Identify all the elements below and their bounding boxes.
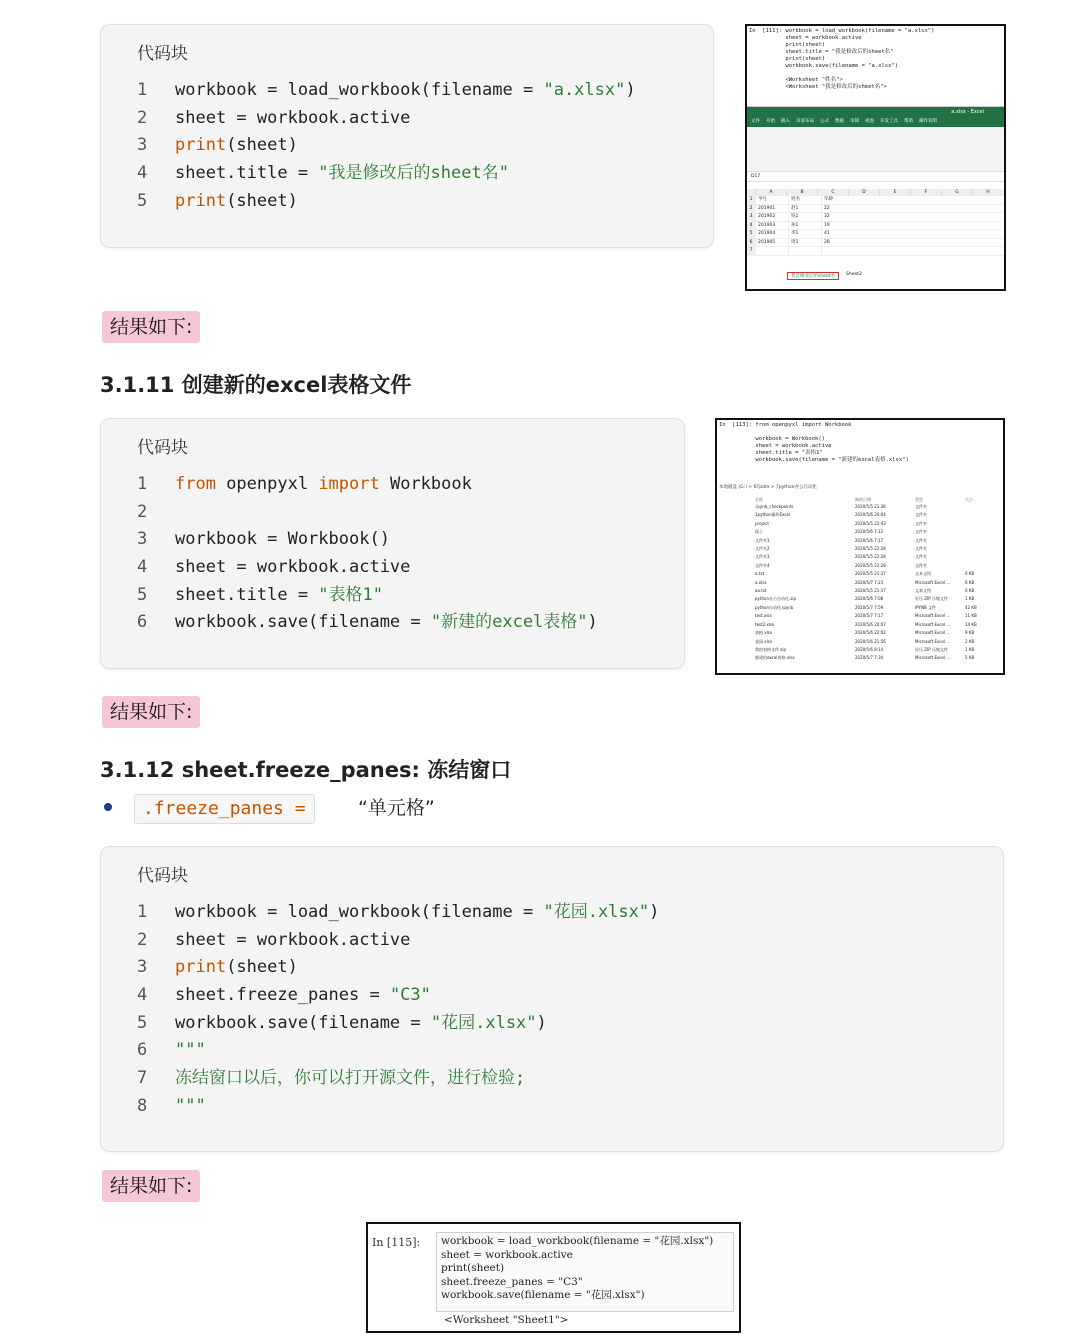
file-cell: 2020/5/7 7:59	[855, 604, 884, 610]
file-cell: 2020/5/6 22:02	[855, 630, 886, 636]
file-cell: 文件夹	[915, 537, 927, 543]
file-cell: 2020/5/5 22:28	[855, 562, 886, 568]
file-cell: 0 KB	[965, 571, 975, 577]
file-cell: 文件夹4	[755, 562, 770, 568]
file-cell	[965, 537, 995, 545]
bullet-text: “单元格”	[358, 797, 435, 819]
code-token: Workbook	[379, 474, 472, 494]
column-header: C	[817, 189, 848, 196]
excel-menu-item: 开始	[766, 119, 775, 124]
file-cell: 5 KB	[965, 655, 975, 661]
code-token: print	[175, 957, 227, 978]
sheet-cell: 28	[821, 239, 854, 247]
file-row[interactable]	[755, 503, 999, 511]
line-number: 5	[137, 1012, 148, 1033]
excel-menu-item: 开发工具	[880, 119, 898, 124]
code-lines	[137, 899, 659, 1121]
sheet-cell: 32	[821, 213, 854, 221]
file-cell: 文本文档	[915, 571, 931, 577]
code-token: sheet.freeze_panes =	[175, 985, 390, 1006]
file-row[interactable]	[755, 612, 999, 620]
file-cell: Microsoft Excel ...	[915, 621, 951, 627]
code-token: "a.xlsx"	[543, 80, 626, 100]
code-token: sheet.title =	[175, 584, 319, 605]
column-header: H	[972, 189, 1003, 196]
sheet-tabs	[787, 272, 865, 280]
file-cell: 2020/5/5 21:37	[855, 571, 886, 577]
file-cell: 9 KB	[965, 630, 975, 636]
code-token: workbook = load_workbook(filename =	[175, 80, 544, 100]
code-token: 冻结窗口以后，你可以打开源文件，进行检验;	[175, 1068, 526, 1089]
file-cell: 2020/5/6 20:07	[855, 621, 886, 627]
code-token: openpyxl	[215, 474, 319, 494]
sheet-row	[747, 196, 1004, 205]
code-token: sheet = workbook.active	[175, 929, 411, 950]
sheet-tab[interactable]: Sheet2	[846, 272, 862, 277]
line-number: 4	[137, 557, 148, 578]
sheet-cell: 周1	[788, 239, 821, 247]
sheet-tab[interactable]: 我是修改后的sheet名	[787, 272, 839, 280]
sheet-cell: 李1	[788, 230, 821, 238]
code-line	[137, 105, 636, 133]
file-cell: 文件夹	[915, 546, 927, 552]
sheet-cell: 201902	[755, 213, 788, 221]
code-token: """	[175, 1040, 206, 1061]
file-cell	[965, 562, 995, 570]
file-row[interactable]	[755, 545, 999, 553]
column-header: D	[848, 189, 879, 196]
file-cell: 1python操作Excel	[755, 512, 791, 518]
file-cell: 1 KB	[965, 646, 975, 652]
file-cell: 2020/5/7 7:17	[855, 613, 884, 619]
file-row[interactable]	[755, 621, 999, 629]
file-row[interactable]	[755, 587, 999, 595]
code-token: workbook = load_workbook(filename =	[175, 902, 544, 922]
code-line	[137, 1065, 659, 1093]
file-cell	[965, 520, 995, 528]
formula-bar: D17	[747, 172, 1004, 182]
file-row[interactable]	[755, 579, 999, 587]
file-cell: 2020/5/5 21:37	[855, 588, 886, 594]
code-line	[137, 927, 659, 955]
line-number: 7	[137, 1068, 148, 1089]
excel-menu-item: 视图	[865, 119, 874, 124]
code-token: """	[175, 1095, 206, 1116]
file-cell: 好压 ZIP 压缩文件	[915, 596, 948, 602]
sheet-cell: 201904	[755, 230, 788, 238]
code-block-1	[100, 24, 714, 248]
excel-title: a.xlsx - Excel	[951, 109, 984, 115]
row-number: 1	[747, 196, 755, 204]
line-number: 2	[137, 929, 148, 950]
file-cell: 2020/5/6 7:17	[855, 537, 884, 543]
code-line	[137, 554, 598, 582]
code-token: workbook.save(filename =	[175, 612, 431, 633]
line-number: 4	[137, 163, 148, 184]
sheet-cell: 41	[821, 230, 854, 238]
explorer-header-row	[755, 496, 999, 503]
line-number: 3	[137, 529, 148, 550]
file-cell: 2020/5/5 22:28	[855, 546, 886, 552]
result-label: 结果如下:	[102, 311, 200, 343]
code-token: sheet.title =	[175, 163, 319, 184]
file-cell: 文件夹1	[755, 537, 770, 543]
code-line	[137, 1010, 659, 1038]
code-lines	[137, 471, 598, 637]
code-block-2	[100, 418, 685, 669]
file-cell: 文件夹2	[755, 546, 770, 552]
code-token: (sheet)	[226, 135, 298, 156]
code-line	[137, 982, 659, 1010]
file-cell: 2020/5/7 7:23	[855, 579, 884, 585]
file-cell: 我的表格文件.zip	[755, 646, 787, 652]
file-cell: 文件夹	[915, 562, 927, 568]
result-label: 结果如下:	[102, 1170, 200, 1202]
file-cell: .ipynb_checkpoints	[755, 504, 794, 509]
excel-menu	[747, 117, 1004, 127]
sheet-cell: 孙1	[788, 222, 821, 230]
code-line	[137, 499, 598, 527]
code-token: sheet = workbook.active	[175, 107, 411, 128]
column-header: E	[879, 189, 910, 196]
file-row[interactable]	[755, 604, 999, 612]
file-row[interactable]	[755, 595, 999, 603]
file-cell: 2 KB	[965, 638, 975, 644]
explorer-list	[755, 496, 999, 663]
inline-code: .freeze_panes =	[134, 794, 315, 824]
code-token: (sheet)	[226, 957, 298, 978]
code-line	[137, 609, 598, 637]
file-cell: 文件夹3	[755, 554, 770, 560]
code-token: "花园.xlsx"	[430, 1012, 537, 1033]
file-cell: 文件夹	[915, 529, 927, 535]
sheet-row	[747, 239, 1004, 248]
code-line	[137, 160, 636, 188]
excel-menu-item: 审阅	[850, 119, 859, 124]
sheet-cell	[788, 247, 821, 255]
row-number: 3	[747, 213, 755, 221]
sheet-cell	[821, 247, 854, 255]
file-cell: Microsoft Excel ...	[915, 630, 951, 636]
file-cell: 2020/5/6 21:56	[855, 638, 886, 644]
excel-menu-item: 插入	[781, 119, 790, 124]
sheet-row	[747, 222, 1004, 231]
sheet-cell: 19	[821, 222, 854, 230]
excel-ribbon	[747, 127, 1004, 172]
code-token: "表格1"	[318, 584, 384, 605]
file-explorer-screenshot	[715, 418, 1005, 675]
code-line	[137, 132, 636, 160]
code-token: from	[175, 474, 216, 494]
file-row[interactable]	[755, 553, 999, 561]
column-header-row	[747, 189, 1004, 196]
sheet-cell: 姓名	[788, 196, 821, 204]
jupyter-code: In [113]: from openpyxl import Workbook workbook = Workbook() sheet = workbook.active sheet.title = "表格1" workbook.save(filename = "新建的excel表格.xlsx")	[719, 422, 909, 463]
row-number: 5	[747, 230, 755, 238]
result-label: 结果如下:	[102, 696, 200, 728]
code-token: (sheet)	[226, 190, 298, 211]
explorer-header[interactable]: 类型	[915, 497, 923, 502]
line-number: 6	[137, 1040, 148, 1061]
file-row[interactable]	[755, 629, 999, 637]
file-row[interactable]	[755, 511, 999, 519]
code-token: print	[175, 190, 227, 211]
file-cell: 1 KB	[965, 596, 975, 602]
file-cell: test.xlsx	[755, 613, 772, 619]
cell-input	[436, 1232, 734, 1312]
line-number: 2	[137, 107, 148, 128]
line-number: 1	[137, 902, 148, 922]
file-cell	[965, 545, 995, 553]
column-header: B	[786, 189, 817, 196]
jupyter-code: In [111]: workbook = load_workbook(filename = "a.xlsx") sheet = workbook.active print(sheet) sheet.title = "我是修改后的sheet名" print(sheet) workbook.save(filename = "a.xlsx") <Worksheet "姓名"> <Worksheet "我是修改后的sheet名">	[749, 28, 935, 90]
line-number: 3	[137, 957, 148, 978]
code-token: )	[649, 902, 660, 922]
line-number: 6	[137, 612, 148, 633]
excel-titlebar	[747, 107, 1004, 117]
code-token: )	[536, 1012, 547, 1033]
code-line	[137, 471, 598, 499]
jupyter-cell-screenshot	[366, 1222, 741, 1333]
file-cell: python自动化.ipynb	[755, 604, 794, 610]
code-block-title: 代码块	[137, 438, 188, 458]
code-block-title: 代码块	[137, 44, 188, 64]
sheet-row	[747, 213, 1004, 222]
code-token: "我是修改后的sheet名"	[318, 163, 509, 184]
file-row[interactable]	[755, 570, 999, 578]
file-cell: 2020/5/6 8:14	[855, 646, 884, 652]
file-cell: python办公自动化.zip	[755, 596, 797, 602]
file-cell: 表格.xlsx	[755, 630, 773, 636]
file-cell	[965, 511, 995, 519]
cell-output: <Worksheet "Sheet1">	[444, 1314, 569, 1326]
file-cell: 文件夹	[915, 512, 927, 518]
file-cell: 14 KB	[965, 621, 977, 627]
file-row[interactable]	[755, 646, 999, 654]
file-cell	[965, 528, 995, 536]
code-token: workbook = Workbook()	[175, 529, 390, 550]
sheet-row	[747, 247, 1004, 256]
section-heading-3-1-11: 3.1.11 创建新的excel表格文件	[100, 373, 412, 397]
line-number: 1	[137, 474, 148, 494]
explorer-header[interactable]: 名称	[755, 497, 763, 502]
file-cell	[965, 553, 995, 561]
file-cell: 2020/5/5 22:43	[855, 520, 886, 526]
file-cell: 2020/5/6 20:04	[855, 512, 886, 518]
sheet-row	[747, 230, 1004, 239]
file-cell: 文件夹	[915, 554, 927, 560]
code-token: "新建的excel表格"	[430, 612, 588, 633]
file-row[interactable]	[755, 520, 999, 528]
code-token: import	[318, 474, 380, 494]
line-number: 2	[137, 501, 148, 522]
line-number: 5	[137, 584, 148, 605]
excel-window	[747, 106, 1004, 290]
file-cell: 好压 ZIP 压缩文件	[915, 646, 948, 652]
file-row[interactable]	[755, 654, 999, 662]
explorer-header[interactable]: 修改日期	[855, 497, 871, 502]
code-token: "C3"	[389, 985, 431, 1006]
sheet-cell: 钱1	[788, 213, 821, 221]
sheet-cell: 学号	[755, 196, 788, 204]
file-cell: 11 KB	[965, 613, 977, 619]
file-cell: 2020/5/6 7:12	[855, 529, 884, 535]
code-line	[137, 899, 659, 927]
column-header: A	[755, 189, 786, 196]
line-number: 3	[137, 135, 148, 156]
sheet-cell	[755, 247, 788, 255]
file-cell: 2020/5/6 7:08	[855, 596, 884, 602]
jupyter-excel-screenshot	[745, 24, 1006, 291]
excel-menu-item: 页面布局	[796, 119, 814, 124]
code-line	[137, 188, 636, 216]
line-number: 1	[137, 80, 148, 100]
row-number: 4	[747, 222, 755, 230]
bullet-icon	[104, 803, 112, 811]
code-line	[137, 582, 598, 610]
excel-menu-item: 帮助	[904, 119, 913, 124]
file-cell: 2020/5/5 22:28	[855, 554, 886, 560]
excel-menu-item: 数据	[835, 119, 844, 124]
code-token: sheet = workbook.active	[175, 557, 411, 578]
file-cell: 文件夹	[915, 504, 927, 509]
file-cell: test2.xlsx	[755, 621, 775, 627]
code-block-title: 代码块	[137, 866, 188, 886]
file-cell: 6 KB	[965, 579, 975, 585]
column-header: F	[910, 189, 941, 196]
excel-menu-item: 公式	[820, 119, 829, 124]
code-line	[137, 77, 636, 105]
file-cell: 2020/5/5 21:36	[855, 504, 886, 509]
file-row[interactable]	[755, 528, 999, 536]
file-cell: Microsoft Excel ...	[915, 613, 951, 619]
file-cell: project	[755, 520, 769, 526]
code-block-3	[100, 846, 1004, 1152]
code-line	[137, 954, 659, 982]
column-header: G	[941, 189, 972, 196]
line-number: 8	[137, 1095, 148, 1116]
explorer-header[interactable]: 大小	[965, 497, 973, 502]
sheet-grid	[747, 189, 1004, 256]
code-token: )	[587, 612, 598, 633]
file-cell: 0 KB	[965, 588, 975, 594]
file-cell: a.txt	[755, 571, 765, 577]
row-number: 7	[747, 247, 755, 255]
section-heading-3-1-12: 3.1.12 sheet.freeze_panes: 冻结窗口	[100, 758, 512, 782]
code-line	[137, 1037, 659, 1065]
file-cell: 2020/5/7 7:34	[855, 655, 884, 661]
file-cell: 筷子	[755, 529, 763, 535]
sheet-cell: 201903	[755, 222, 788, 230]
excel-menu-item: 操作说明	[919, 119, 937, 124]
file-cell: 文本文档	[915, 588, 931, 594]
file-cell: Microsoft Excel ...	[915, 655, 951, 661]
line-number: 4	[137, 985, 148, 1006]
row-number: 6	[747, 239, 755, 247]
sheet-cell: 年龄	[821, 196, 854, 204]
code-line	[137, 1093, 659, 1121]
file-row[interactable]	[755, 537, 999, 545]
sheet-cell: 22	[821, 205, 854, 213]
file-cell: IPYNB 文件	[915, 604, 936, 610]
explorer-path: 本地磁盘 (G:) > 6Tpdm > 7python办公自动化	[719, 485, 818, 490]
file-row[interactable]	[755, 562, 999, 570]
sheet-row	[747, 205, 1004, 214]
file-cell: a.xlsx	[755, 579, 767, 585]
cell-prompt: In [115]:	[372, 1236, 421, 1249]
code-token: workbook.save(filename =	[175, 1012, 431, 1033]
code-token: "花园.xlsx"	[543, 902, 650, 922]
excel-menu-item: 文件	[751, 119, 760, 124]
line-number: 5	[137, 190, 148, 211]
code-token: print	[175, 135, 227, 156]
sheet-cell: 赵1	[788, 205, 821, 213]
code-lines	[137, 77, 636, 215]
file-cell	[965, 503, 995, 511]
sheet-cell: 201901	[755, 205, 788, 213]
sheet-cell: 201905	[755, 239, 788, 247]
file-cell: 文件夹	[915, 520, 927, 526]
file-cell: aa.txt	[755, 588, 767, 594]
code-line	[137, 526, 598, 554]
file-cell: 42 KB	[965, 604, 977, 610]
cell-code: workbook = load_workbook(filename = "花园.xlsx") sheet = workbook.active print(sheet) sheet.freeze_panes = "C3" workbook.save(filename = "花园.xlsx")	[441, 1235, 714, 1301]
file-cell: Microsoft Excel ...	[915, 638, 951, 644]
code-token: )	[625, 80, 636, 100]
file-row[interactable]	[755, 638, 999, 646]
file-cell: 花园.xlsx	[755, 638, 773, 644]
row-number: 2	[747, 205, 755, 213]
file-cell: 新建的excel表格.xlsx	[755, 655, 795, 661]
file-cell: Microsoft Excel ...	[915, 579, 951, 585]
